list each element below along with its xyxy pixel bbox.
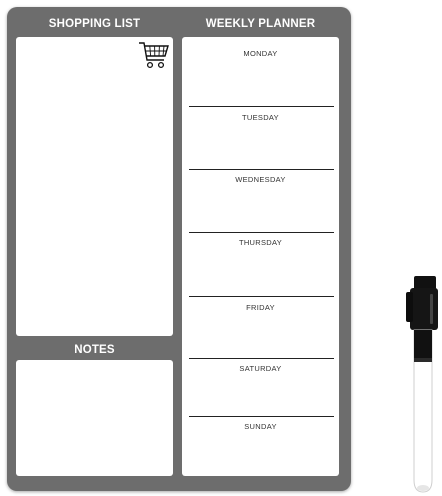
shopping-list-heading: SHOPPING LIST — [48, 18, 141, 30]
day-label-thursday: THURSDAY — [238, 238, 283, 247]
day-divider — [189, 296, 334, 297]
dry-erase-marker[interactable] — [400, 270, 442, 496]
day-divider — [189, 232, 334, 233]
day-divider — [189, 358, 334, 359]
day-label-monday: MONDAY — [243, 49, 278, 58]
day-label-wednesday: WEDNESDAY — [235, 175, 286, 184]
day-label-tuesday: TUESDAY — [242, 113, 279, 122]
weekly-planner-panel — [182, 37, 339, 476]
day-label-sunday: SUNDAY — [244, 422, 277, 431]
day-divider — [189, 169, 334, 170]
day-divider — [189, 106, 334, 107]
notes-panel[interactable] — [16, 360, 173, 476]
shopping-cart-icon — [138, 40, 170, 70]
day-label-saturday: SATURDAY — [239, 364, 282, 373]
weekly-planner-heading: WEEKLY PLANNER — [205, 18, 316, 30]
day-label-friday: FRIDAY — [246, 303, 275, 312]
shopping-list-panel[interactable] — [16, 37, 173, 336]
whiteboard-frame — [7, 7, 351, 491]
day-divider — [189, 416, 334, 417]
notes-heading: NOTES — [74, 344, 115, 356]
